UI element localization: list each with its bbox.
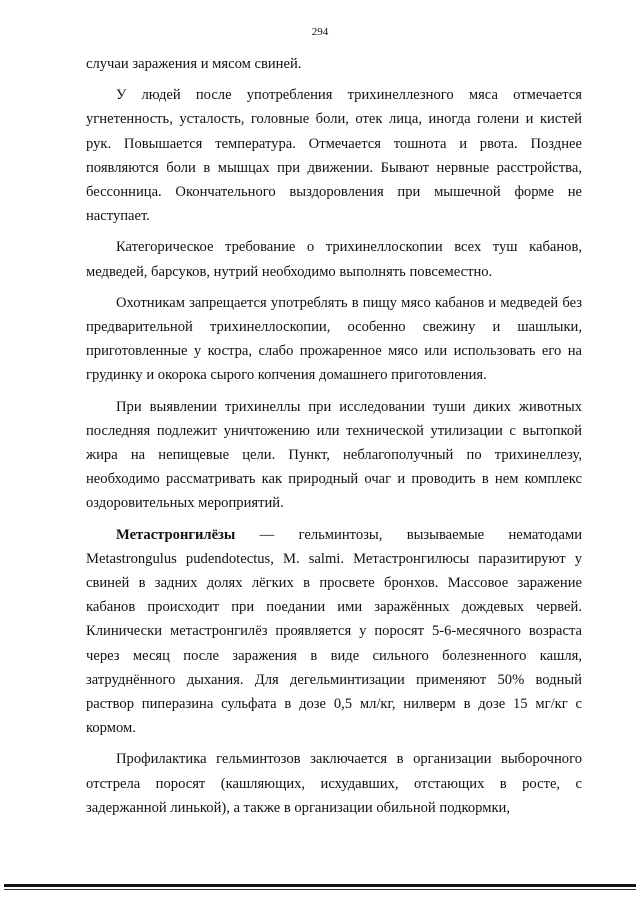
paragraph-metastrongylosis	[86, 523, 582, 741]
paragraph-symptoms: У людей после употребления трихинеллезного мяса отмечается угнетенность, усталость, головные боли, отек лица, иногда голени и кистей рук. Повышается температура. Отмечается тошнота и рвота. Позднее появляются боли в мышцах при движении. Бывают нервные расстройства, бессонница. Окончательного выздоровления при мышечной форме не наступает.	[86, 87, 582, 225]
paragraph-requirement: Категорическое требование о трихинеллоскопии всех туш кабанов, медведей, барсуков, нутрий необходимо выполнять повсеместно.	[86, 239, 582, 280]
paragraph-detection: При выявлении трихинеллы при исследовании туши диких животных последняя подлежит уничтожению или технической утилизации с вытопкой жира на непищевые цели. Пункт, неблагополучный по трихинеллезу, необходимо рассматривать как природный очаг и проводить в нем комплекс оздоровительных мероприятий.	[86, 398, 582, 512]
document-body	[86, 52, 582, 827]
bottom-rule	[4, 884, 636, 887]
paragraph-continuation: случаи заражения и мясом свиней.	[86, 56, 302, 72]
paragraph-hunters: Охотникам запрещается употреблять в пищу мясо кабанов и медведей без предварительной трихинеллоскопии, особенно свежину и шашлыки, приготовленные у костра, слабо прожаренное мясо или использовать его на грудинку и окорока сырого копчения домашнего приготовления.	[86, 294, 582, 384]
paragraph-prevention: Профилактика гельминтозов заключается в организации выборочного отстрела поросят (кашляющих, исхудавших, отстающих в росте, с задержанной линькой), а также в организации обильной подкормки,	[86, 751, 582, 816]
page-number: 294	[311, 26, 329, 38]
metastrongylosis-text: — гельминтозы, вызываемые нематодами Metastrongulus pudendotectus, M. salmi. Метастронгилюсы паразитируют у свиней в задних долях лёгких в просвете бронхов. Массовое заражение кабанов происходит при поедании ими заражённых дождевых червей. Клинически метастронгилёз проявляется у поросят 5-6-месячного возраста через месяц после заражения в виде сильного болезненного кашля, затруднённого дыхания. Для дегельминтизации применяют 50% водный раствор пиперазина сульфата в дозе 0,5 мл/кг, нилверм в дозе 15 мг/кг с кормом.	[86, 526, 582, 737]
term-metastrongylosis: Метастронгилёзы	[116, 526, 236, 543]
